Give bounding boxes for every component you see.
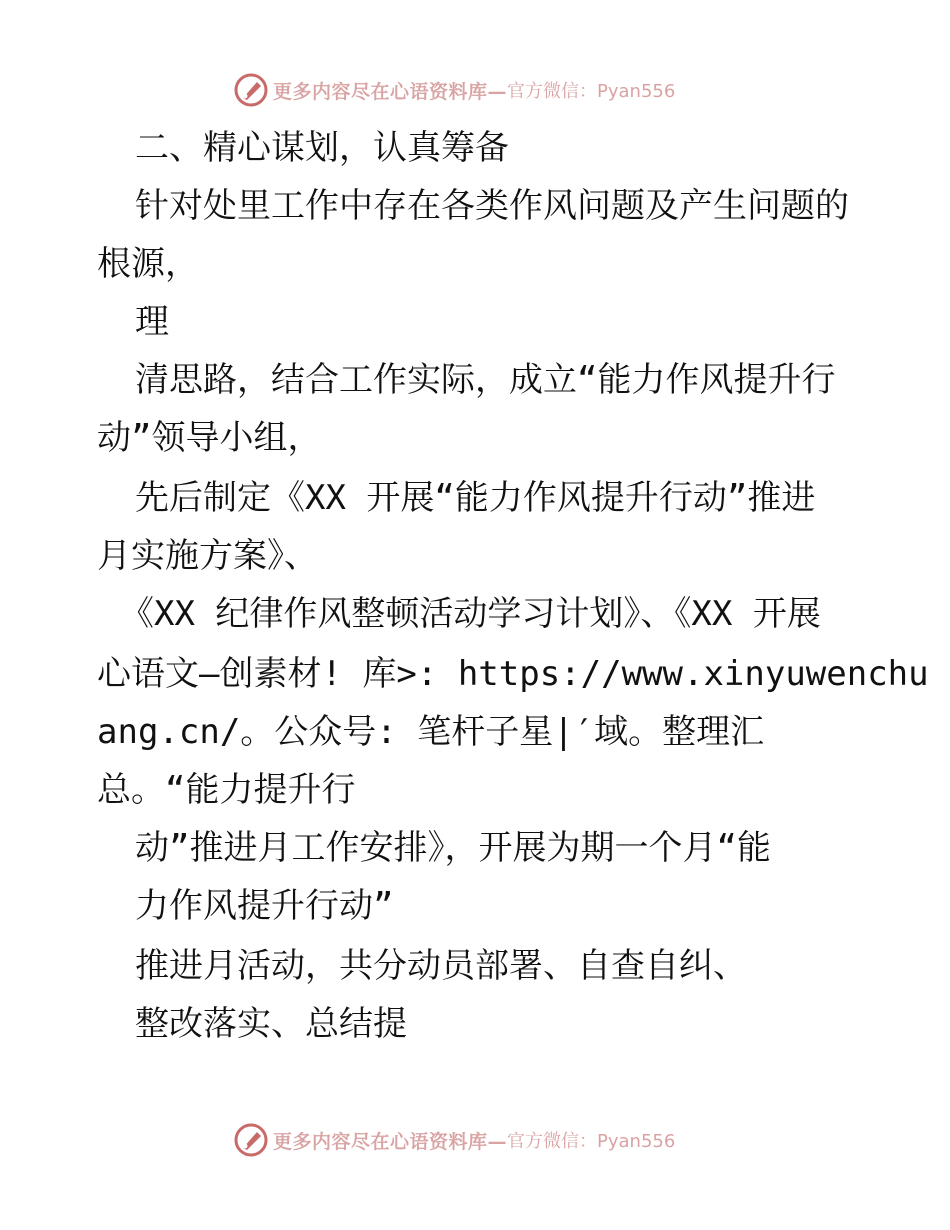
watermark-line: 心语文—创素材! 库>: https://www.xinyuwenchu	[97, 654, 929, 694]
paragraph-line: 推进月活动，共分动员部署、自查自纠、	[135, 946, 747, 986]
paragraph-line: 动”推进月工作安排》，开展为期一个月“能	[135, 828, 771, 868]
header-banner[interactable]	[233, 70, 733, 110]
paragraph-line: 先后制定《XX 开展“能力作风提升行动”推进	[135, 478, 816, 518]
paragraph-line: 总。“能力提升行	[97, 770, 356, 810]
paragraph-line: 整改落实、总结提	[135, 1004, 407, 1044]
pen-logo-icon	[233, 1122, 269, 1158]
paragraph-line: 月实施方案》、	[97, 536, 318, 576]
header-wechat-text: 官方微信：Pyan556	[507, 81, 676, 102]
paragraph-line: 理	[135, 302, 169, 342]
paragraph-line: 针对处里工作中存在各类作风问题及产生问题的	[135, 186, 849, 226]
paragraph-line: 清思路，结合工作实际，成立“能力作风提升行	[135, 360, 836, 400]
paragraph-line: 力作风提升行动”	[135, 886, 394, 926]
watermark-line: ang.cn/。公众号: 笔杆子星|′域。整理汇	[97, 712, 765, 752]
section-heading: 二、精心谋划，认真筹备	[135, 128, 509, 168]
footer-banner[interactable]	[233, 1120, 733, 1160]
paragraph-line: 《XX 纪律作风整顿活动学习计划》、《XX 开展	[120, 594, 821, 634]
footer-banner-text: 更多内容尽在心语资料库—	[273, 1130, 508, 1153]
paragraph-line: 根源，	[97, 244, 199, 284]
header-banner-text: 更多内容尽在心语资料库—	[273, 80, 508, 103]
pen-logo-icon	[233, 72, 269, 108]
paragraph-line: 动”领导小组，	[97, 418, 322, 458]
footer-wechat-text: 官方微信：Pyan556	[507, 1131, 676, 1152]
